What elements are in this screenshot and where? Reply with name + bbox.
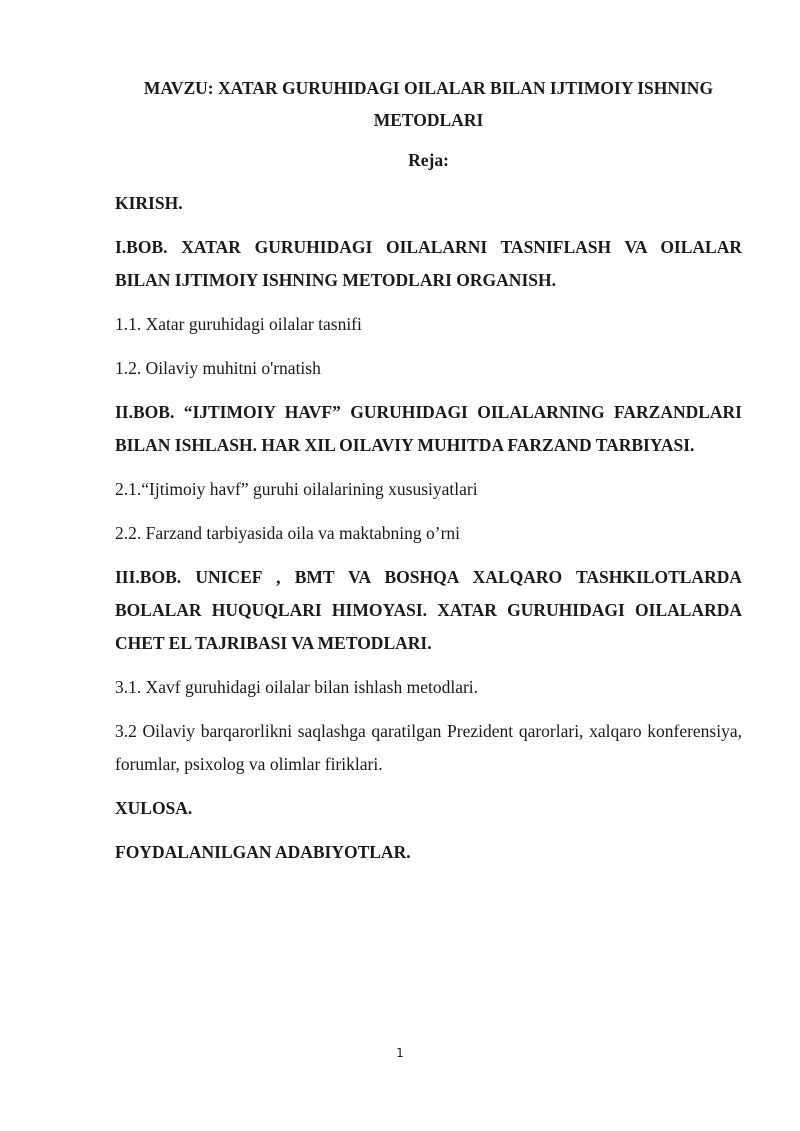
toc-entry-section-1-2: 1.2. Oilaviy muhitni o'rnatish bbox=[115, 358, 321, 378]
toc-entry-chapter-3: III.BOB. UNICEF , BMT VA BOSHQA XALQARO TASHKILOTLARDA BOLALAR HUQUQLARI HIMOYASI. XATAR GURUHIDAGI OILALARDA CHET EL TAJRIBASI VA METODLARI. bbox=[115, 567, 742, 653]
toc-entry-section-2-1: 2.1.“Ijtimoiy havf” guruhi oilalarining xususiyatlari bbox=[115, 479, 478, 499]
page-content bbox=[115, 72, 742, 869]
page-number: 1 bbox=[396, 1046, 404, 1060]
toc-entry-chapter-1: I.BOB. XATAR GURUHIDAGI OILALARNI TASNIFLASH VA OILALAR BILAN IJTIMOIY ISHNING METODLARI ORGANISH. bbox=[115, 237, 742, 290]
toc-entry-references: FOYDALANILGAN ADABIYOTLAR. bbox=[115, 842, 411, 862]
toc-entry-section-3-2: 3.2 Oilaviy barqarorlikni saqlashga qaratilgan Prezident qarorlari, xalqaro konferensiya, forumlar, psixolog va olimlar firiklari. bbox=[115, 721, 742, 774]
plan-heading: Reja: bbox=[408, 150, 449, 170]
toc-entry-section-3-1: 3.1. Xavf guruhidagi oilalar bilan ishlash metodlari. bbox=[115, 677, 479, 697]
document-title: MAVZU: XATAR GURUHIDAGI OILALAR BILAN IJTIMOIY ISHNING METODLARI bbox=[143, 78, 714, 130]
toc-entry-conclusion: XULOSA. bbox=[115, 798, 193, 818]
toc-entry-chapter-2: II.BOB. “IJTIMOIY HAVF” GURUHIDAGI OILALARNING FARZANDLARI BILAN ISHLASH. HAR XIL OILAVIY MUHITDA FARZAND TARBIYASI. bbox=[115, 402, 742, 455]
toc-entry-section-1-1: 1.1. Xatar guruhidagi oilalar tasnifi bbox=[115, 314, 362, 334]
toc-entry-introduction: KIRISH. bbox=[115, 193, 183, 213]
toc-entry-section-2-2: 2.2. Farzand tarbiyasida oila va maktabning o’rni bbox=[115, 523, 461, 543]
